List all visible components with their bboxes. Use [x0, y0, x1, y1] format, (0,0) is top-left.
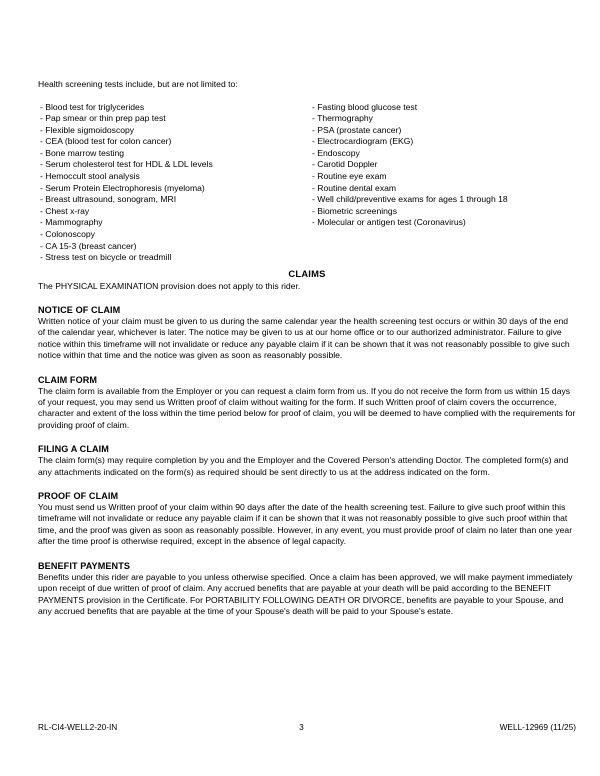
list-item: - Chest x-ray [40, 205, 90, 216]
list-item: - Endoscopy [312, 147, 360, 158]
list-item: - Carotid Doppler [312, 159, 378, 170]
list-item: - Fasting blood glucose test [312, 101, 418, 112]
screening-tests-list [38, 102, 576, 268]
list-item: - Well child/preventive exams for ages 1 through 18 [312, 194, 508, 205]
section-filing-a-claim [38, 444, 576, 478]
list-item: - Serum cholesterol test for HDL & LDL levels [40, 159, 213, 170]
list-item: - Stress test on bicycle or treadmill [40, 252, 172, 263]
list-item: - Hemoccult stool analysis [40, 171, 140, 182]
section-heading: PROOF OF CLAIM [38, 491, 119, 502]
list-item: - Routine dental exam [312, 182, 397, 193]
list-item: - PSA (prostate cancer) [312, 124, 402, 135]
section-benefit-payments [38, 561, 576, 618]
list-item: - Breast ultrasound, sonogram, MRI [40, 194, 177, 205]
section-body: You must send us Written proof of your claim within 90 days after the date of the health screening test. Failure to give such proof within this timeframe will not invalidate or reduce any payable claim if it can be shown that it was not reasonably possible to give such proof within that time, and the proof was given as soon as reasonably possible. However, in any event, you must provide proof of claim no later than one year after the time proof is otherwise required, except in the absence of legal capacity. [38, 502, 573, 547]
list-item: - Pap smear or thin prep pap test [40, 113, 166, 124]
section-body: Written notice of your claim must be given to us during the same calendar year the health screening test occurs or within 30 days of the end of the calendar year, whichever is later. The notice may be given to us at our home office or to our authorized administrator. Failure to give notice within this timeframe will not invalidate or reduce any payable claim if it can be shown that it was not reasonably possible to give such notice within that time and the notice was given as soon as reasonably possible. [38, 316, 570, 361]
section-heading: NOTICE OF CLAIM [38, 305, 121, 315]
page-footer [38, 722, 576, 732]
list-item: - Thermography [312, 113, 373, 124]
list-item: - Colonoscopy [40, 229, 95, 240]
section-body: The claim form is available from the Employer or you can request a claim form from us. If you do not receive the form from us within 15 days of your request, you may send us Written proof of claim without waiting for the form. If such Written proof of claim covers the occurrence, character and extent of the loss within the time period below for proof of claim, you will be deemed to have complied with the requirements for providing proof of claim. [38, 385, 576, 430]
list-item: - Electrocardiogram (EKG) [312, 136, 414, 147]
list-item: - Biometric screenings [312, 205, 398, 216]
list-item: - Mammography [40, 217, 103, 228]
list-item: - Blood test for triglycerides [40, 101, 145, 112]
footer-document-code: WELL-12969 (11/25) [499, 722, 576, 732]
list-item: - CA 15-3 (breast cancer) [40, 240, 137, 251]
section-heading: BENEFIT PAYMENTS [38, 560, 131, 571]
screening-tests-left-column [40, 102, 213, 264]
footer-form-code: RL-CI4-WELL2-20-IN [38, 722, 118, 732]
section-heading: FILING A CLAIM [38, 444, 109, 455]
section-heading: CLAIM FORM [38, 374, 98, 385]
footer-page-number: 3 [299, 722, 304, 732]
claims-section-title: CLAIMS [288, 267, 326, 279]
list-item: - Flexible sigmoidoscopy [40, 124, 135, 135]
list-item: - Molecular or antigen test (Coronavirus) [312, 217, 466, 228]
claims-intro-text: The PHYSICAL EXAMINATION provision does not apply to this rider. [38, 280, 301, 291]
list-item: - CEA (blood test for colon cancer) [40, 136, 172, 147]
screening-tests-intro: Health screening tests include, but are not limited to: [38, 79, 238, 89]
section-body: Benefits under this rider are payable to you unless otherwise specified. Once a claim has been approved, we will make payment immediately upon receipt of due written of proof of claim. Any accrued benefits that are payable at your death will be paid according to the BENEFIT PAYMENTS provision in the Certificate. For PORTABILITY FOLLOWING DEATH OR DIVORCE, benefits are payable to your Spouse, and any accrued benefits that are payable at the time of your Spouse's death will be paid to your Spouse's estate. [38, 571, 573, 616]
section-notice-of-claim [38, 305, 576, 362]
page-content [38, 79, 576, 617]
list-item: - Bone marrow testing [40, 147, 125, 158]
section-proof-of-claim [38, 491, 576, 548]
list-item: - Serum Protein Electrophoresis (myeloma) [40, 182, 205, 193]
section-claim-form [38, 375, 576, 432]
list-item: - Routine eye exam [312, 171, 387, 182]
screening-tests-right-column [312, 102, 508, 230]
section-body: The claim form(s) may require completion by you and the Employer and the Covered Person's attending Doctor. The completed form(s) and any attachments indicated on the form(s) as required should be sent directly to us at the address indicated on the form. [38, 455, 569, 477]
